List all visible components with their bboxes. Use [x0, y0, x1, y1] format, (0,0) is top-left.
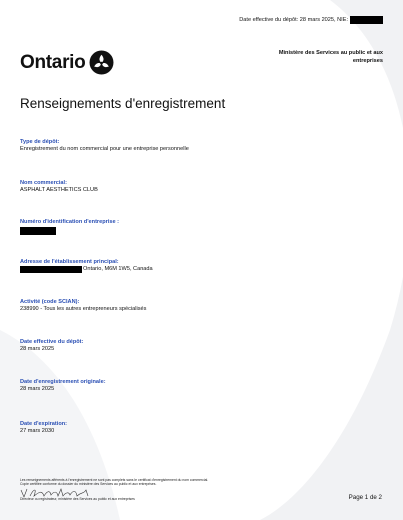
field-value: 238990 - Tous les autres entrepreneurs spécialisés — [20, 306, 147, 312]
field-value: Ontario, M6M 1W5, Canada — [83, 266, 153, 272]
effective-date-text: Date effective du dépôt: 28 mars 2025, NIE: — [239, 17, 348, 23]
ministry-name: Ministère des Services au public et aux entreprises — [278, 50, 383, 64]
page-title: Renseignements d'enregistrement — [20, 96, 226, 111]
page-number: Page 1 de 2 — [348, 494, 382, 501]
ontario-logo — [20, 50, 114, 75]
field-value: 27 mars 2030 — [20, 428, 55, 434]
field-value: 28 mars 2025 — [20, 346, 55, 352]
field-value: Enregistrement du nom commercial pour une entreprise personnelle — [20, 146, 189, 152]
redaction-bar — [20, 266, 82, 273]
trillium-icon — [89, 50, 114, 75]
field-effective-date — [20, 339, 380, 353]
field-value: ASPHALT AESTHETICS CLUB — [20, 187, 98, 193]
field-label: Activité (code SCIAN): — [20, 299, 80, 305]
redaction-bar — [20, 227, 56, 235]
disclaimer-line: Les renseignements afférents à l'enregistrement ne sont pas complets sans le certificat d'enregistrement du nom commercial. — [20, 478, 209, 482]
field-filing-type — [20, 139, 380, 153]
field-label: Date effective du dépôt: — [20, 339, 84, 345]
field-business-name — [20, 180, 380, 194]
field-activity — [20, 299, 380, 313]
signature-caption: Directeur ou registrateur, ministère des Services au public et aux entreprises — [20, 497, 135, 501]
field-value: 28 mars 2025 — [20, 386, 55, 392]
field-address — [20, 259, 380, 273]
field-label: Nom commercial: — [20, 180, 67, 186]
field-label: Date d'enregistrement originale: — [20, 379, 106, 385]
field-label: Numéro d'identification d'entreprise : — [20, 219, 120, 225]
field-label: Adresse de l'établissement principal: — [20, 259, 119, 265]
footer-disclaimer — [20, 478, 280, 487]
field-label: Date d'expiration: — [20, 421, 68, 427]
ontario-wordmark: Ontario — [20, 51, 86, 73]
redaction-bar — [350, 16, 383, 24]
field-expiry-date — [20, 421, 380, 435]
effective-date-line — [239, 16, 383, 24]
field-business-id — [20, 219, 380, 235]
field-original-date — [20, 379, 380, 393]
field-label: Type de dépôt: — [20, 139, 60, 145]
disclaimer-line: Copie certifiée conforme du dossier du ministère des Services au public et aux entreprises. — [20, 482, 157, 487]
